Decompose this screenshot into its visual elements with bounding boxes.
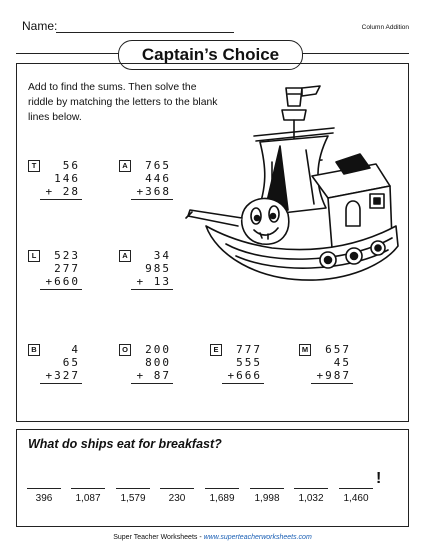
page-title: Captain’s Choice	[118, 40, 303, 70]
name-label: Name:	[22, 19, 58, 33]
problem-numbers	[137, 249, 172, 288]
answer-value: 230	[168, 493, 186, 504]
problem-5	[28, 343, 98, 407]
problem-letter: O	[119, 344, 131, 356]
addend-1: 34	[153, 249, 171, 262]
addend-1: 777	[236, 343, 262, 356]
addend-1: 657	[325, 343, 351, 356]
sum-line	[131, 289, 173, 290]
answer-blank[interactable]	[339, 474, 373, 489]
addend-3: +987	[316, 369, 351, 382]
sum-line	[131, 383, 173, 384]
answer-blank[interactable]	[205, 474, 239, 489]
problem-numbers	[228, 343, 263, 382]
sum-line	[311, 383, 353, 384]
answer-blank[interactable]	[160, 474, 194, 489]
answer-slot-7[interactable]	[291, 474, 331, 504]
problem-numbers	[46, 159, 81, 198]
addend-2: 985	[145, 262, 171, 275]
problem-numbers	[317, 343, 352, 382]
answer-blank[interactable]	[27, 474, 61, 489]
footer-link[interactable]: www.superteacherworksheets.com	[203, 534, 312, 541]
problem-numbers	[137, 343, 172, 382]
answer-blank[interactable]	[294, 474, 328, 489]
addend-1: 4	[71, 343, 80, 356]
answer-slot-8[interactable]	[336, 474, 376, 504]
addend-2: 45	[333, 356, 351, 369]
answer-slot-2[interactable]	[68, 474, 108, 504]
footer	[0, 534, 425, 541]
answer-value: 1,579	[120, 493, 146, 504]
problem-numbers	[46, 249, 81, 288]
answer-slot-3[interactable]	[113, 474, 153, 504]
problem-1	[28, 159, 98, 223]
answer-value: 1,460	[343, 493, 369, 504]
addend-3: +660	[45, 275, 80, 288]
answer-blank[interactable]	[71, 474, 105, 489]
problem-letter: M	[299, 344, 311, 356]
answer-value: 1,689	[209, 493, 235, 504]
answer-value: 1,087	[75, 493, 101, 504]
sum-line	[222, 383, 264, 384]
problem-8	[299, 343, 369, 407]
answer-blank[interactable]	[116, 474, 150, 489]
sum-line	[40, 289, 82, 290]
addend-2: 800	[145, 356, 171, 369]
problem-letter: A	[119, 160, 131, 172]
problem-3	[28, 249, 98, 313]
answer-value: 396	[35, 493, 53, 504]
answer-slot-4[interactable]	[157, 474, 197, 504]
footer-text: Super Teacher Worksheets -	[113, 534, 204, 541]
problem-letter: L	[28, 250, 40, 262]
addend-2: 65	[62, 356, 80, 369]
addend-3: +666	[227, 369, 262, 382]
problem-6	[119, 343, 189, 407]
addend-2: 555	[236, 356, 262, 369]
answer-slot-6[interactable]	[247, 474, 287, 504]
riddle-question: What do ships eat for breakfast?	[28, 437, 222, 451]
addend-1: 56	[62, 159, 80, 172]
worksheet-type: Column Addition	[361, 24, 409, 31]
sum-line	[131, 199, 173, 200]
problem-numbers	[137, 159, 172, 198]
addend-2: 446	[145, 172, 171, 185]
problem-letter: A	[119, 250, 131, 262]
answer-value: 1,032	[298, 493, 324, 504]
sum-line	[40, 199, 82, 200]
pirate-ship-illustration	[176, 76, 408, 298]
addend-3: + 28	[45, 185, 80, 198]
sum-line	[40, 383, 82, 384]
problem-7	[210, 343, 280, 407]
answer-slot-1[interactable]	[24, 474, 64, 504]
instructions: Add to find the sums. Then solve the riddle by matching the letters to the blank lines below.	[28, 82, 218, 123]
addend-3: + 87	[136, 369, 171, 382]
addend-2: 277	[54, 262, 80, 275]
answer-slot-5[interactable]	[202, 474, 242, 504]
addend-2: 146	[54, 172, 80, 185]
addend-3: + 13	[136, 275, 171, 288]
addend-1: 523	[54, 249, 80, 262]
riddle-end-mark: !	[376, 470, 382, 487]
addend-1: 200	[145, 343, 171, 356]
addend-1: 765	[145, 159, 171, 172]
name-blank-line[interactable]	[56, 32, 234, 33]
addend-3: +368	[136, 185, 171, 198]
problem-numbers	[46, 343, 81, 382]
addend-3: +327	[45, 369, 80, 382]
answer-blank[interactable]	[250, 474, 284, 489]
problem-letter: B	[28, 344, 40, 356]
problem-letter: T	[28, 160, 40, 172]
problem-letter: E	[210, 344, 222, 356]
answer-value: 1,998	[254, 493, 280, 504]
